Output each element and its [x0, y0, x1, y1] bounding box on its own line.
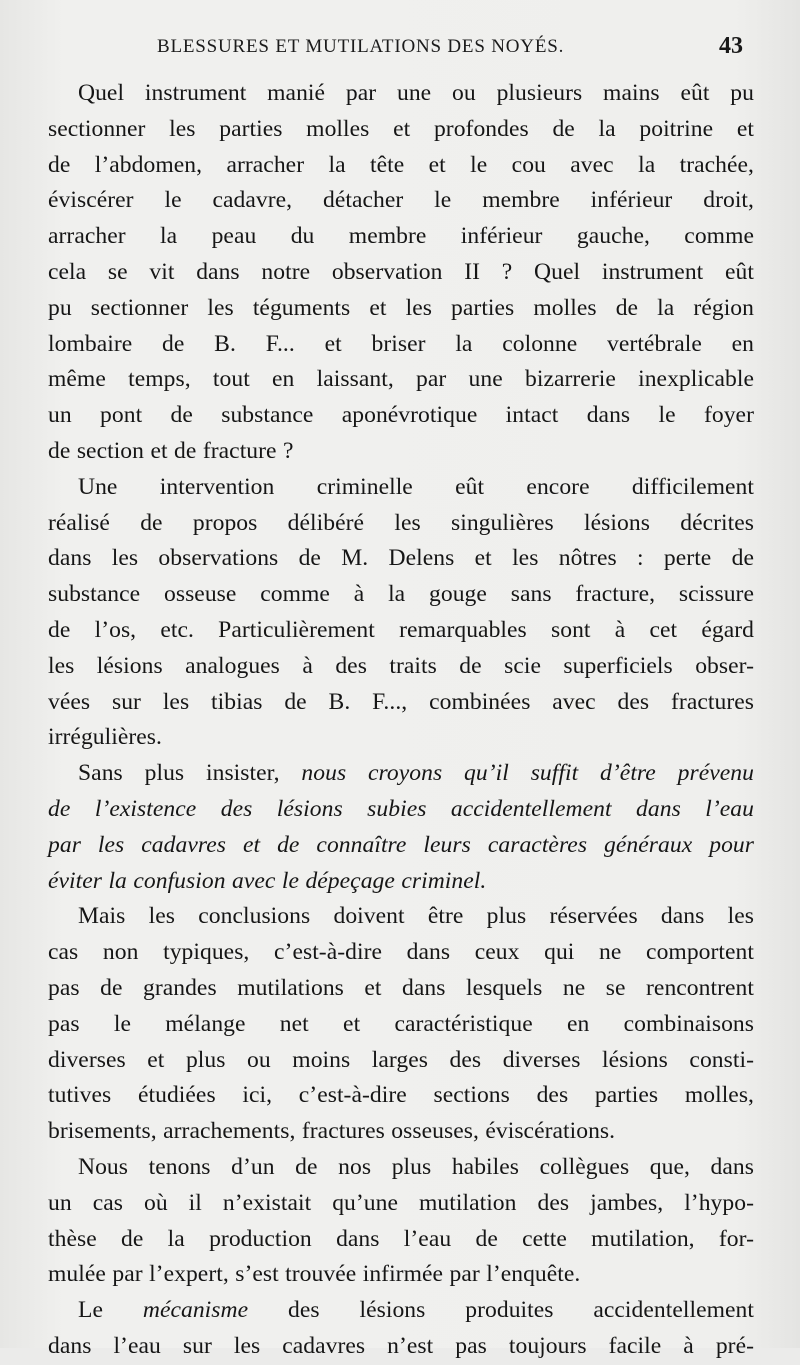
text-line — [48, 362, 754, 398]
text-line — [48, 506, 754, 542]
text-fragment: diverses et plus ou moins larges des diverses lésions consti- — [48, 1046, 754, 1073]
text-line — [48, 649, 754, 685]
text-line — [48, 1293, 754, 1329]
text-fragment: Une intervention criminelle eût encore difficilement — [78, 473, 754, 500]
text-line — [48, 398, 754, 434]
text-line — [48, 1150, 754, 1186]
text-fragment: brisements, arrachements, fractures osseuses, éviscérations. — [48, 1118, 616, 1145]
text-line — [48, 219, 754, 255]
text-fragment: des lésions produites accidentellement — [248, 1297, 754, 1324]
text-line — [48, 1078, 754, 1114]
text-fragment: Mais les conclusions doivent être plus réservées dans les — [78, 903, 754, 930]
italic-fragment: mécanisme — [142, 1297, 249, 1324]
body-text — [48, 76, 754, 1365]
text-fragment: Sans plus insister, — [78, 760, 302, 787]
italic-fragment: de l’existence des lésions subies accidentellement dans l’eau — [48, 795, 754, 822]
text-fragment: pas le mélange net et caractéristique en combinaisons — [48, 1010, 754, 1037]
text-fragment: vées sur les tibias de B. F..., combinées avec des fractures — [48, 688, 754, 715]
text-line — [48, 1257, 754, 1293]
text-fragment: irrégulières. — [48, 724, 162, 751]
text-fragment: pu sectionner les téguments et les parties molles de la région — [48, 294, 754, 321]
text-line — [48, 1043, 754, 1079]
running-head — [0, 33, 800, 68]
text-fragment: thèse de la production dans l’eau de cette mutilation, for- — [48, 1225, 754, 1252]
text-fragment: un cas où il n’existait qu’une mutilation des jambes, l’hypo- — [48, 1189, 754, 1216]
text-line — [48, 541, 754, 577]
text-line — [48, 1007, 754, 1043]
text-line — [48, 255, 754, 291]
text-fragment: même temps, tout en laissant, par une bizarrerie inexplicable — [48, 366, 754, 393]
italic-fragment: nous croyons qu’il suffit d’être prévenu — [301, 760, 754, 787]
text-fragment: de l’abdomen, arracher la tête et le cou avec la trachée, — [48, 151, 754, 178]
text-fragment: les lésions analogues à des traits de scie superficiels obser- — [48, 652, 754, 679]
text-fragment: de section et de fracture ? — [48, 437, 294, 464]
text-line — [48, 864, 754, 900]
text-line — [48, 148, 754, 184]
text-line — [48, 1114, 754, 1150]
text-fragment: pas de grandes mutilations et dans lesquels ne se rencontrent — [48, 974, 754, 1001]
italic-fragment: éviter la confusion avec le dépeçage criminel. — [48, 867, 487, 894]
text-fragment: un pont de substance aponévrotique intact dans le foyer — [48, 402, 754, 429]
text-line — [48, 183, 754, 219]
text-line — [48, 470, 754, 506]
text-line — [48, 76, 754, 112]
text-line — [48, 613, 754, 649]
text-line — [48, 792, 754, 828]
text-line — [48, 327, 754, 363]
text-fragment: éviscérer le cadavre, détacher le membre inférieur droit, — [48, 187, 754, 214]
text-fragment: dans les observations de M. Delens et les nôtres : perte de — [48, 545, 754, 572]
italic-fragment: par les cadavres et de connaître leurs caractères généraux pour — [48, 831, 754, 858]
text-line — [48, 899, 754, 935]
text-line — [48, 434, 754, 470]
text-line — [48, 935, 754, 971]
text-fragment: mulée par l’expert, s’est trouvée infirmée par l’enquête. — [48, 1261, 581, 1288]
text-fragment: Le — [78, 1297, 143, 1324]
text-line — [48, 685, 754, 721]
text-line — [48, 112, 754, 148]
text-fragment: lombaire de B. F... et briser la colonne vertébrale en — [48, 330, 754, 357]
text-line — [48, 828, 754, 864]
text-fragment: de l’os, etc. Particulièrement remarquables sont à cet égard — [48, 616, 754, 643]
text-fragment: tutives étudiées ici, c’est-à-dire sections des parties molles, — [48, 1082, 754, 1109]
text-line — [48, 720, 754, 756]
running-title: BLESSURES ET MUTILATIONS DES NOYÉS. — [157, 36, 565, 57]
text-line — [48, 577, 754, 613]
text-fragment: Quel instrument manié par une ou plusieurs mains eût pu — [78, 80, 754, 106]
page-number: 43 — [719, 33, 743, 59]
text-line — [48, 756, 754, 792]
text-line — [48, 1329, 754, 1365]
text-fragment: cela se vit dans notre observation II ? Quel instrument eût — [48, 258, 754, 285]
text-fragment: substance osseuse comme à la gouge sans fracture, scissure — [48, 581, 754, 608]
text-line — [48, 971, 754, 1007]
text-fragment: Nous tenons d’un de nos plus habiles collègues que, dans — [78, 1153, 754, 1180]
text-fragment: arracher la peau du membre inférieur gauche, comme — [48, 223, 754, 250]
text-fragment: réalisé de propos délibéré les singulières lésions décrites — [48, 509, 754, 536]
text-fragment: dans l’eau sur les cadavres n’est pas toujours facile à pré- — [48, 1332, 754, 1359]
text-line — [48, 1186, 754, 1222]
text-line — [48, 291, 754, 327]
text-line — [48, 1222, 754, 1258]
text-fragment: cas non typiques, c’est-à-dire dans ceux qui ne comportent — [48, 939, 754, 966]
text-fragment: sectionner les parties molles et profondes de la poitrine et — [48, 115, 754, 142]
